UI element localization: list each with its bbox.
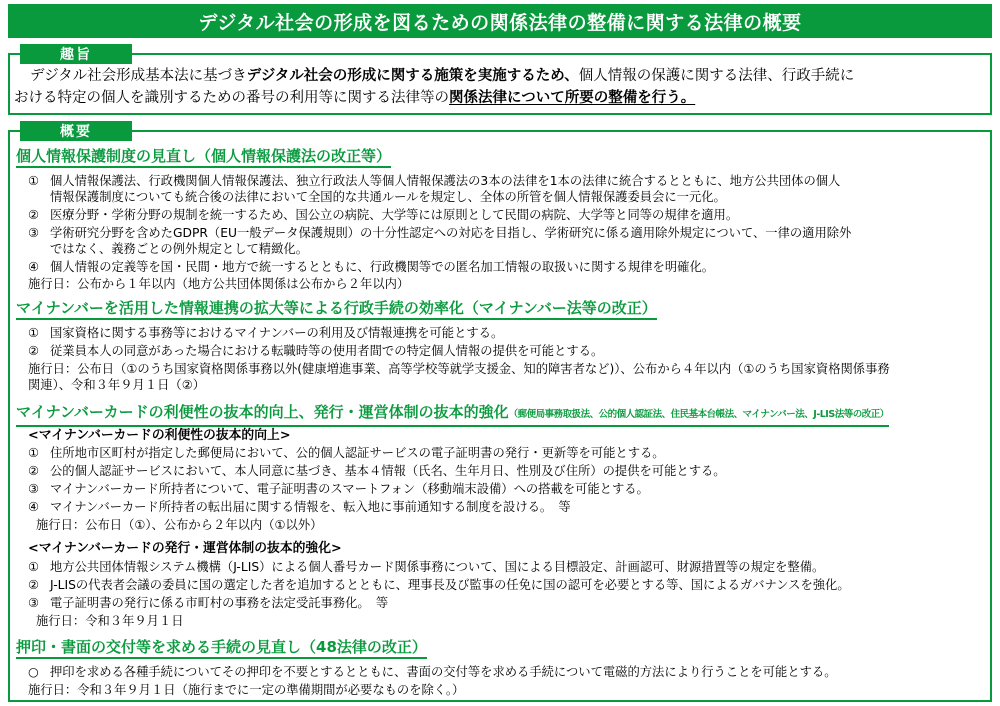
purpose-tag: 趣旨 <box>20 44 132 64</box>
list-item: ではなく、義務ごとの例外規定として精緻化。 <box>50 242 308 256</box>
list-item: ③ 学術研究分野を含めたGDPR（EU一般データ保護規則）の十分性認定への対応を目指し、学術研究に係る適用除外規定について、一律の適用除外 <box>28 226 852 240</box>
list-item: ② J-LISの代表者会議の委員に国の選定した者を追加するとともに、理事長及び監事の任免に国の認可を必要とする等、国によるガバナンスを強化。 <box>28 578 850 592</box>
outline-tag: 概要 <box>20 121 132 141</box>
purpose-text <box>14 65 984 109</box>
list-item: ① 住所地市区町村が指定した郵便局において、公的個人認証サービスの電子証明書の発行・更新等を可能とする。 <box>28 446 665 460</box>
effective-date: 関連）、令和３年９月１日（②） <box>28 378 206 392</box>
effective-date: 施行日：公布から１年以内（地方公共団体関係は公布から２年以内） <box>28 277 410 291</box>
sub-heading-convenience: <マイナンバーカードの利便性の抜本的向上> <box>28 428 291 443</box>
list-item: ○ 押印を求める各種手続についてその押印を不要とするとともに、書面の交付等を求める手続について電磁的方法により行うことを可能とする。 <box>28 665 837 679</box>
document-title: デジタル社会の形成を図るための関係法律の整備に関する法律の概要 <box>8 4 992 38</box>
section-heading-mynumber: マイナンバーを活用した情報連携の拡大等による行政手続の効率化（マイナンバー法等の改正） <box>16 298 657 320</box>
purpose-line2-b: 関係法律について所要の整備を行う。 <box>449 90 696 106</box>
section-heading-mynumber-card: マイナンバーカードの利便性の抜本的向上、発行・運営体制の抜本的強化（郵便局事務取扱法、公的個人認証法、住民基本台帳法、マイナンバー法、J-LIS法等の改正） <box>16 402 889 427</box>
section-heading-privacy: 個人情報保護制度の見直し（個人情報保護法の改正等） <box>16 146 391 168</box>
effective-date: 施行日：令和３年９月１日（施行までに一定の準備期間が必要なものを除く。） <box>28 683 465 697</box>
list-item: ④ 個人情報の定義等を国・民間・地方で統一するとともに、行政機関等での匿名加工情報の取扱いに関する規律を明確化。 <box>28 260 715 274</box>
sub-heading-issuance: <マイナンバーカードの発行・運営体制の抜本的強化> <box>28 541 342 556</box>
effective-date: 施行日：公布日（①のうち国家資格関係事務以外(健康増進事業、高等学校等就学支援金、知的障害者など)）、公布から４年以内（①のうち国家資格関係事務 <box>28 362 890 376</box>
purpose-line1-c: 個人情報の保護に関する法律、行政手続に <box>578 68 855 84</box>
list-item: 情報保護制度についても統合後の法律において全国的な共通ルールを規定し、全体の所管を個人情報保護委員会に一元化。 <box>50 190 726 204</box>
list-item: ② 公的個人認証サービスにおいて、本人同意に基づき、基本４情報（氏名、生年月日、性別及び住所）の提供を可能とする。 <box>28 464 726 478</box>
section-heading-seal: 押印・書面の交付等を求める手続の見直し（48法律の改正） <box>16 637 427 659</box>
purpose-line1-b: デジタル社会の形成に関する施策を実施するため、 <box>246 68 579 84</box>
effective-date: 施行日：公布日（①）、公布から２年以内（①以外） <box>36 518 323 532</box>
list-item: ③ 電子証明書の発行に係る市町村の事務を法定受託事務化。 等 <box>28 596 389 610</box>
list-item: ③ マイナンバーカード所持者について、電子証明書のスマートフォン（移動端末設備）への搭載を可能とする。 <box>28 482 649 496</box>
list-item: ② 従業員本人の同意があった場合における転職時等の使用者間での特定個人情報の提供を可能とする。 <box>28 344 604 358</box>
purpose-line2-a: おける特定の個人を識別するための番号の利用等に関する法律等の <box>14 90 449 106</box>
list-item: ④ マイナンバーカード所持者の転出届に関する情報を、転入地に事前通知する制度を設ける。 等 <box>28 500 571 514</box>
list-item: ① 地方公共団体情報システム機構（J-LIS）による個人番号カード関係事務について、国による目標設定、計画認可、財源措置等の規定を整備。 <box>28 560 825 574</box>
list-item: ② 医療分野・学術分野の規制を統一するため、国公立の病院、大学等には原則として民間の病院、大学等と同等の規律を適用。 <box>28 208 739 222</box>
purpose-line1-a: デジタル社会形成基本法に基づき <box>30 68 247 84</box>
effective-date: 施行日：令和３年９月１日 <box>36 614 184 628</box>
list-item: ① 個人情報保護法、行政機関個人情報保護法、独立行政法人等個人情報保護法の3本の法律を1本の法律に統合するとともに、地方公共団体の個人 <box>28 174 841 188</box>
list-item: ① 国家資格に関する事務等におけるマイナンバーの利用及び情報連携を可能とする。 <box>28 326 504 340</box>
